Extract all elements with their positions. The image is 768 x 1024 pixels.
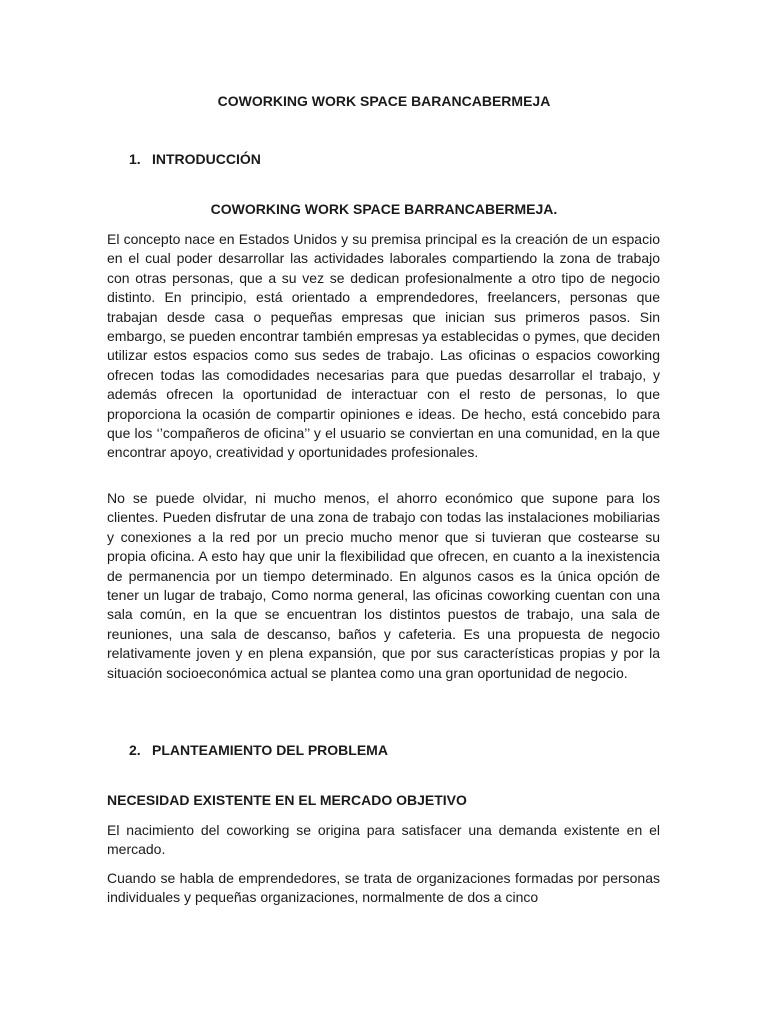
section-heading-text: INTRODUCCIÓN	[152, 151, 261, 167]
section-number: 1.	[129, 151, 141, 167]
section-heading-planteamiento	[129, 741, 388, 759]
section-number: 2.	[129, 742, 141, 758]
paragraph-nacimiento: El nacimiento del coworking se origina para satisfacer una demanda existente en el mercado.	[107, 822, 660, 858]
section-heading-text: PLANTEAMIENTO DEL PROBLEMA	[152, 742, 388, 758]
document-title: COWORKING WORK SPACE BARANCABERMEJA	[217, 93, 551, 109]
paragraph-concepto: El concepto nace en Estados Unidos y su premisa principal es la creación de un espacio en el cual poder desarrollar las actividades laborales compartiendo la zona de trabajo con otras personas, que a su vez se dedican profesionalmente a otro tipo de negocio distinto. En principio, está orientado a emprendedores, freelancers, personas que trabajan desde casa o pequeñas empresas que inician sus primeros pasos. Sin embargo, se pueden encontrar también empresas ya establecidas o pymes, que deciden utilizar estos espacios como sus sedes de trabajo. Las oficinas o espacios coworking ofrecen todas las comodidades necesarias para que puedas desarrollar el trabajo, y además ofrecen la oportunidad de interactuar con el resto de personas, lo que proporciona la ocasión de compartir opiniones e ideas. De hecho, está concebido para que los ‘’compañeros de oficina’’ y el usuario se conviertan en una comunidad, en la que encontrar apoyo, creatividad y oportunidades profesionales.	[107, 231, 660, 461]
paragraph-ahorro: No se puede olvidar, ni mucho menos, el ahorro económico que supone para los clientes. Pueden disfrutar de una zona de trabajo con todas las instalaciones mobiliarias y conexiones a la red por un precio mucho menor que si tuvieran que costearse su propia oficina. A esto hay que unir la flexibilidad que ofrecen, en cuanto a la inexistencia de permanencia por un tiempo determinado. En algunos casos es la única opción de tener un lugar de trabajo, Como norma general, las oficinas coworking cuentan con una sala común, en la que se encuentran los distintos puestos de trabajo, una sala de reuniones, una sala de descanso, baños y cafeteria. Es una propuesta de negocio relativamente joven y en plena expansión, que por sus características propias y por la situación socioeconómica actual se plantea como una gran oportunidad de negocio.	[107, 490, 660, 681]
section-heading-introduccion	[129, 150, 261, 168]
section-subtitle: COWORKING WORK SPACE BARRANCABERMEJA.	[210, 201, 558, 217]
paragraph-emprendedores: Cuando se habla de emprendedores, se trata de organizaciones formadas por personas individuales y pequeñas organizaciones, normalmente de dos a cinco	[107, 870, 660, 906]
section-subtitle: NECESIDAD EXISTENTE EN EL MERCADO OBJETIVO	[107, 792, 467, 808]
